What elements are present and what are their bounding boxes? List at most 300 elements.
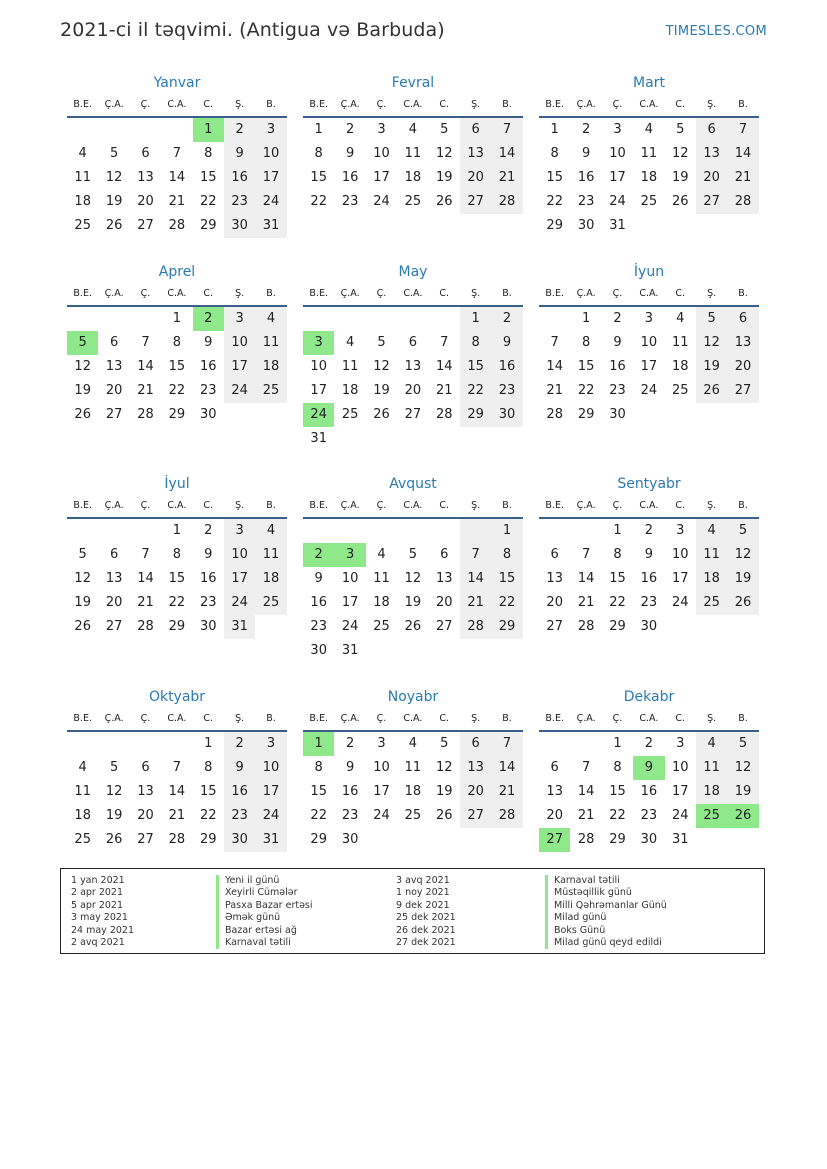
day-cell: 16 <box>341 170 359 185</box>
day-cell: 23 <box>577 194 595 209</box>
weekday-label: Ç.A. <box>340 713 360 724</box>
weekday-label: B. <box>738 99 748 110</box>
day-cell: 18 <box>640 170 658 185</box>
day-cell: 25 <box>640 194 658 209</box>
day-cell: 21 <box>137 383 154 398</box>
day-cell: 3 <box>255 732 286 756</box>
day-cell: 30 <box>341 832 359 847</box>
day-cell: 12 <box>105 170 123 185</box>
day-cell: 6 <box>696 118 727 142</box>
day-cell: 4 <box>255 519 286 543</box>
day-cell: 8 <box>204 760 213 775</box>
legend-holiday-name: Milad günü qeyd edildi <box>545 937 667 949</box>
weekday-label: C. <box>675 500 686 511</box>
weekday-label: C. <box>203 288 214 299</box>
day-cell: 15 <box>609 571 626 586</box>
day-cell: 2 <box>644 736 653 751</box>
day-cell: 3 <box>377 736 386 751</box>
day-cell: 14 <box>727 142 758 166</box>
day-cell: 1 <box>613 736 622 751</box>
day-cell: 8 <box>172 335 181 350</box>
day-cell: 5 <box>109 760 119 775</box>
weekday-label: Ç. <box>140 99 151 110</box>
day-cell: 10 <box>224 543 255 567</box>
day-cell: 2 <box>581 122 591 137</box>
day-cell: 24 <box>609 194 626 209</box>
day-cell: 4 <box>78 760 87 775</box>
empty-cell <box>334 519 365 543</box>
day-cell: 17 <box>373 784 390 799</box>
day-cell: 22 <box>546 194 563 209</box>
day-cell: 12 <box>74 359 91 374</box>
weekday-label: C. <box>439 713 450 724</box>
day-cell: 26 <box>373 407 390 422</box>
day-cell: 13 <box>546 571 563 586</box>
weekday-label: Ç. <box>612 500 623 511</box>
day-cell: 14 <box>491 142 522 166</box>
legend-holiday-name: Yeni il günü <box>216 875 313 887</box>
day-cell: 16 <box>640 784 658 799</box>
day-cell: 29 <box>491 615 522 639</box>
weekday-label: C.A. <box>403 288 423 299</box>
day-cell: 21 <box>137 595 154 610</box>
day-cell: 28 <box>546 407 563 422</box>
day-cell: 30 <box>577 218 595 233</box>
day-cell: 25 <box>255 591 286 615</box>
day-cell: 20 <box>460 780 491 804</box>
day-cell: 1 <box>491 519 522 543</box>
weekday-label: Ç.A. <box>576 99 596 110</box>
empty-cell <box>460 519 491 543</box>
legend-dates-right <box>396 875 456 949</box>
empty-cell <box>98 307 129 331</box>
month-block <box>303 473 523 663</box>
day-cell: 7 <box>141 335 150 350</box>
day-cell: 30 <box>640 832 658 847</box>
day-cell: 28 <box>137 407 154 422</box>
weekday-header <box>67 708 287 732</box>
day-cell: 22 <box>199 808 217 823</box>
legend-date: 27 dek 2021 <box>396 936 456 948</box>
day-cell: 21 <box>491 780 522 804</box>
legend-date: 1 yan 2021 <box>71 875 125 886</box>
day-cell: 24 <box>671 595 689 610</box>
day-cell: 4 <box>696 732 727 756</box>
days-grid <box>303 118 523 214</box>
day-cell: 17 <box>609 170 626 185</box>
day-cell: 7 <box>172 760 181 775</box>
day-cell: 22 <box>199 194 217 209</box>
day-cell: 29 <box>577 407 595 422</box>
month-block <box>303 686 523 852</box>
month-name: Oktyabr <box>148 689 206 705</box>
day-cell: 30 <box>199 619 217 634</box>
day-cell: 6 <box>141 146 150 161</box>
legend-date: 1 noy 2021 <box>396 887 450 899</box>
day-cell: 11 <box>696 543 727 567</box>
day-cell: 24 <box>373 808 390 823</box>
day-cell: 21 <box>577 808 595 823</box>
weekday-label: C.A. <box>167 713 187 724</box>
day-cell: 31 <box>255 828 286 852</box>
day-cell: 15 <box>491 567 522 591</box>
day-cell: 8 <box>172 547 181 562</box>
day-cell: 11 <box>696 756 727 780</box>
day-cell: 14 <box>577 571 595 586</box>
weekday-label: Ç.A. <box>576 500 596 511</box>
day-cell: 31 <box>341 643 359 658</box>
days-grid <box>67 307 287 427</box>
day-cell: 5 <box>408 547 417 562</box>
weekday-label: Ç. <box>376 713 387 724</box>
day-cell: 4 <box>696 519 727 543</box>
empty-cell <box>397 307 428 331</box>
day-cell: 6 <box>460 732 491 756</box>
weekday-label: Ş. <box>471 713 481 724</box>
weekday-header <box>539 94 759 118</box>
day-cell: 18 <box>341 383 359 398</box>
day-cell: 23 <box>341 808 359 823</box>
weekday-label: C.A. <box>639 713 659 724</box>
day-cell: 13 <box>546 784 563 799</box>
day-cell: 11 <box>255 331 286 355</box>
day-cell: 29 <box>199 832 217 847</box>
empty-cell <box>366 519 397 543</box>
weekday-label: Ç.A. <box>340 99 360 110</box>
day-cell: 6 <box>109 547 119 562</box>
day-cell: 17 <box>341 595 359 610</box>
day-cell: 9 <box>345 146 355 161</box>
empty-cell <box>303 519 334 543</box>
day-cell: 9 <box>204 547 213 562</box>
day-cell: 9 <box>224 756 255 780</box>
day-cell: 13 <box>435 571 453 586</box>
day-cell: 19 <box>373 383 390 398</box>
days-grid <box>539 732 759 852</box>
day-cell: 5 <box>727 732 758 756</box>
day-cell: 1 <box>204 736 213 751</box>
day-cell: 3 <box>255 118 286 142</box>
day-cell: 13 <box>105 359 123 374</box>
month-name: Avqust <box>389 476 437 492</box>
day-cell: 9 <box>644 547 653 562</box>
day-cell: 23 <box>224 804 255 828</box>
day-cell: 20 <box>727 355 758 379</box>
days-grid <box>539 118 759 238</box>
month-block <box>303 72 523 214</box>
weekday-label: B.E. <box>309 500 328 511</box>
day-cell: 14 <box>577 784 595 799</box>
weekday-label: B.E. <box>545 288 564 299</box>
weekday-label: Ç.A. <box>576 713 596 724</box>
weekday-label: Ş. <box>707 500 717 511</box>
day-cell: 29 <box>609 619 626 634</box>
empty-cell <box>130 519 161 543</box>
holiday-day: 9 <box>633 756 664 780</box>
weekday-label: C. <box>675 288 686 299</box>
weekday-label: B.E. <box>73 99 92 110</box>
day-cell: 7 <box>581 760 591 775</box>
day-cell: 7 <box>550 335 559 350</box>
day-cell: 12 <box>404 571 422 586</box>
day-cell: 22 <box>577 383 595 398</box>
day-cell: 28 <box>577 832 595 847</box>
day-cell: 13 <box>404 359 422 374</box>
day-cell: 4 <box>377 547 386 562</box>
month-name: Sentyabr <box>617 476 681 492</box>
day-cell: 5 <box>696 307 727 331</box>
day-cell: 20 <box>546 595 563 610</box>
day-cell: 3 <box>224 519 255 543</box>
legend-date: 26 dek 2021 <box>396 924 456 936</box>
day-cell: 19 <box>696 355 727 379</box>
day-cell: 22 <box>609 595 626 610</box>
day-cell: 15 <box>577 359 595 374</box>
weekday-label: B.E. <box>545 713 564 724</box>
day-cell: 15 <box>168 359 186 374</box>
empty-cell <box>130 307 161 331</box>
legend-date: 9 dek 2021 <box>396 899 450 911</box>
day-cell: 7 <box>172 146 181 161</box>
day-cell: 3 <box>676 523 685 538</box>
day-cell: 20 <box>137 194 154 209</box>
day-cell: 2 <box>345 736 355 751</box>
day-cell: 22 <box>310 194 327 209</box>
page-title: 2021-ci il təqvimi. (Antigua və Barbuda) <box>60 19 445 41</box>
day-cell: 8 <box>491 543 522 567</box>
day-cell: 18 <box>74 194 91 209</box>
day-cell: 25 <box>74 832 91 847</box>
day-cell: 25 <box>341 407 359 422</box>
weekday-label: Ş. <box>235 500 245 511</box>
month-block <box>67 686 287 852</box>
day-cell: 26 <box>105 832 123 847</box>
holiday-day: 1 <box>303 732 334 756</box>
day-cell: 5 <box>676 122 685 137</box>
day-cell: 24 <box>640 383 658 398</box>
empty-cell <box>67 118 98 142</box>
day-cell: 22 <box>168 595 186 610</box>
empty-cell <box>130 732 161 756</box>
day-cell: 24 <box>341 619 359 634</box>
day-cell: 26 <box>105 218 123 233</box>
empty-cell <box>303 307 334 331</box>
day-cell: 16 <box>310 595 327 610</box>
weekday-label: Ç. <box>612 713 623 724</box>
day-cell: 14 <box>546 359 563 374</box>
day-cell: 18 <box>404 170 422 185</box>
weekday-header <box>67 495 287 519</box>
day-cell: 4 <box>255 307 286 331</box>
day-cell: 4 <box>644 122 653 137</box>
weekday-label: Ç. <box>140 500 151 511</box>
day-cell: 28 <box>491 190 522 214</box>
day-cell: 21 <box>546 383 563 398</box>
day-cell: 19 <box>727 780 758 804</box>
day-cell: 29 <box>546 218 563 233</box>
weekday-label: Ç. <box>376 99 387 110</box>
weekday-label: B.E. <box>309 288 328 299</box>
day-cell: 12 <box>74 571 91 586</box>
day-cell: 25 <box>404 194 422 209</box>
weekday-label: B. <box>266 288 276 299</box>
legend-holiday-name: Pasxa Bazar ertəsi <box>216 900 313 912</box>
day-cell: 5 <box>109 146 119 161</box>
weekday-label: Ş. <box>707 288 717 299</box>
day-cell: 20 <box>105 595 123 610</box>
day-cell: 5 <box>440 736 449 751</box>
legend-holiday-name: Karnaval tətili <box>545 875 667 887</box>
day-cell: 10 <box>373 146 390 161</box>
day-cell: 24 <box>224 379 255 403</box>
day-cell: 17 <box>224 567 255 591</box>
day-cell: 5 <box>377 335 386 350</box>
day-cell: 13 <box>727 331 758 355</box>
day-cell: 8 <box>613 760 622 775</box>
weekday-label: C.A. <box>639 288 659 299</box>
legend-date: 25 dek 2021 <box>396 912 456 924</box>
day-cell: 13 <box>137 784 154 799</box>
day-cell: 21 <box>168 194 186 209</box>
day-cell: 26 <box>696 379 727 403</box>
weekday-header <box>303 283 523 307</box>
day-cell: 18 <box>696 780 727 804</box>
day-cell: 15 <box>168 571 186 586</box>
weekday-label: B. <box>502 288 512 299</box>
weekday-label: C. <box>203 500 214 511</box>
month-name: Aprel <box>158 264 196 280</box>
day-cell: 9 <box>345 760 355 775</box>
weekday-label: B. <box>266 713 276 724</box>
day-cell: 6 <box>460 118 491 142</box>
day-cell: 21 <box>577 595 595 610</box>
day-cell: 16 <box>224 166 255 190</box>
legend-date: 5 apr 2021 <box>71 899 124 911</box>
weekday-label: B. <box>502 713 512 724</box>
day-cell: 27 <box>137 832 154 847</box>
day-cell: 10 <box>609 146 626 161</box>
weekday-label: B.E. <box>545 500 564 511</box>
holiday-day: 5 <box>67 331 98 355</box>
day-cell: 6 <box>550 760 559 775</box>
weekday-label: B.E. <box>73 713 92 724</box>
legend-holiday-name: Xeyirli Cümələr <box>216 887 313 899</box>
day-cell: 20 <box>404 383 422 398</box>
month-name: Dekabr <box>623 689 675 705</box>
empty-cell <box>539 307 570 331</box>
empty-cell <box>98 519 129 543</box>
day-cell: 31 <box>310 431 327 446</box>
day-cell: 25 <box>74 218 91 233</box>
weekday-label: C.A. <box>403 713 423 724</box>
day-cell: 11 <box>255 543 286 567</box>
day-cell: 27 <box>460 804 491 828</box>
day-cell: 3 <box>224 307 255 331</box>
weekday-label: Ç. <box>140 713 151 724</box>
day-cell: 17 <box>310 383 327 398</box>
weekday-header <box>303 708 523 732</box>
day-cell: 3 <box>377 122 386 137</box>
day-cell: 20 <box>460 166 491 190</box>
day-cell: 11 <box>640 146 658 161</box>
day-cell: 12 <box>696 331 727 355</box>
day-cell: 14 <box>137 571 154 586</box>
day-cell: 6 <box>109 335 119 350</box>
day-cell: 23 <box>199 595 217 610</box>
holiday-day: 2 <box>303 543 334 567</box>
month-name: İyul <box>164 476 190 492</box>
day-cell: 16 <box>199 571 217 586</box>
day-cell: 30 <box>491 403 522 427</box>
empty-cell <box>429 519 460 543</box>
weekday-label: Ç.A. <box>104 288 124 299</box>
day-cell: 29 <box>609 832 626 847</box>
day-cell: 27 <box>460 190 491 214</box>
legend-date: 3 avq 2021 <box>396 875 450 886</box>
empty-cell <box>161 732 192 756</box>
day-cell: 5 <box>440 122 449 137</box>
legend-holiday-name: Milad günü <box>545 912 667 924</box>
weekday-label: Ç. <box>376 288 387 299</box>
legend-holiday-name: Boks Günü <box>545 925 667 937</box>
legend-names-right <box>545 875 667 949</box>
day-cell: 8 <box>581 335 591 350</box>
day-cell: 20 <box>546 808 563 823</box>
day-cell: 9 <box>613 335 622 350</box>
day-cell: 17 <box>640 359 658 374</box>
day-cell: 4 <box>345 335 355 350</box>
day-cell: 4 <box>676 311 685 326</box>
day-cell: 19 <box>74 595 91 610</box>
day-cell: 21 <box>435 383 453 398</box>
day-cell: 13 <box>105 571 123 586</box>
days-grid <box>539 519 759 639</box>
day-cell: 19 <box>435 170 453 185</box>
day-cell: 25 <box>373 619 390 634</box>
day-cell: 19 <box>105 194 123 209</box>
legend-holiday-name: Əmək günü <box>216 912 313 924</box>
day-cell: 14 <box>435 359 453 374</box>
day-cell: 8 <box>460 331 491 355</box>
days-grid <box>67 732 287 852</box>
day-cell: 29 <box>460 403 491 427</box>
day-cell: 7 <box>727 118 758 142</box>
day-cell: 9 <box>581 146 591 161</box>
day-cell: 25 <box>696 591 727 615</box>
weekday-label: C.A. <box>167 500 187 511</box>
empty-cell <box>570 732 601 756</box>
day-cell: 22 <box>310 808 327 823</box>
day-cell: 7 <box>491 732 522 756</box>
day-cell: 18 <box>671 359 689 374</box>
day-cell: 6 <box>727 307 758 331</box>
days-grid <box>67 118 287 238</box>
day-cell: 28 <box>168 218 186 233</box>
legend-holiday-name: Müstəqillik günü <box>545 887 667 899</box>
day-cell: 7 <box>581 547 591 562</box>
weekday-label: C.A. <box>639 500 659 511</box>
day-cell: 13 <box>696 142 727 166</box>
day-cell: 11 <box>74 170 91 185</box>
day-cell: 19 <box>74 383 91 398</box>
empty-cell <box>539 519 570 543</box>
day-cell: 4 <box>408 736 417 751</box>
legend-dates-left <box>71 875 134 949</box>
weekday-header <box>539 708 759 732</box>
site-link[interactable]: TIMESLES.COM <box>665 24 767 39</box>
days-grid <box>303 732 523 852</box>
day-cell: 31 <box>609 218 626 233</box>
